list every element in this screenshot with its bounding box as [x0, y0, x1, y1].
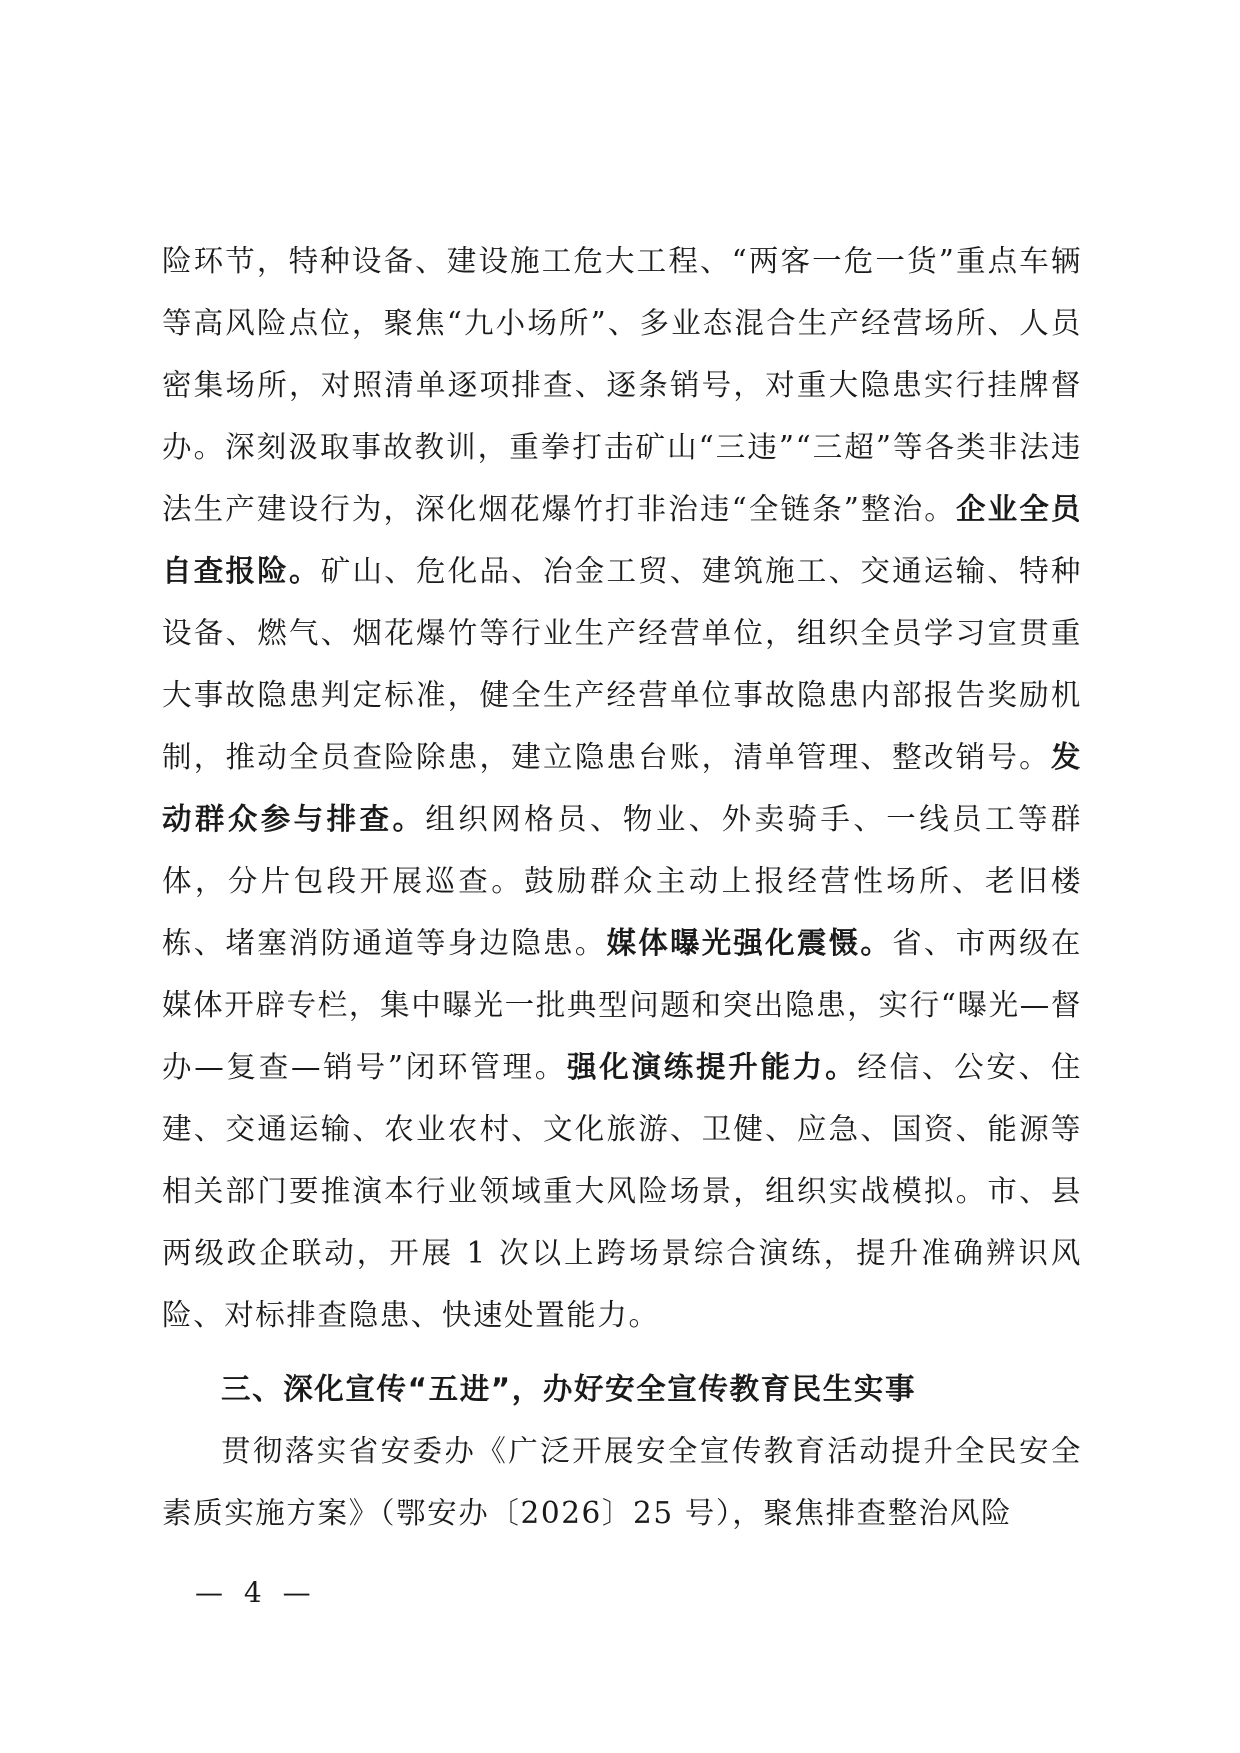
paragraph-text: 险环节，特种设备、建设施工危大工程、“两客一危一货”重点车辆等高风险点位，聚焦“九小场所”、多业态混合生产经营场所、人员密集场所，对照清单逐项排查、逐条销号，对重大隐患实行挂牌督办。深刻汲取事故教训，重拳打击矿山“三违”“三超”等各类非法违法生产建设行为，深化烟花爆竹打非治违“全链条”整治。	[162, 244, 1082, 526]
paragraph-text: 组织网格员、物业、外卖骑手、一线员工等群体，分片包段开展巡查。鼓励群众主动上报经营性场所、老旧楼栋、堵塞消防通道等身边隐患。	[162, 802, 1082, 960]
paragraph-text: 矿山、危化品、冶金工贸、建筑施工、交通运输、特种设备、燃气、烟花爆竹等行业生产经营单位，组织全员学习宣贯重大事故隐患判定标准，健全生产经营单位事故隐患内部报告奖励机制，推动全员查险除患，建立隐患台账，清单管理、整改销号。	[162, 554, 1082, 774]
paragraph-text: 省、市两级在媒体开辟专栏，集中曝光一批典型问题和突出隐患，实行“曝光—督办—复查—销号”闭环管理。	[162, 926, 1083, 1084]
bold-lead-self-inspection: 企业全员自查报险。	[162, 492, 1083, 588]
bold-lead-public-participation: 发动群众参与排查。	[162, 740, 1082, 836]
bold-lead-drills: 强化演练提升能力。	[566, 1050, 858, 1084]
body-paragraph-2: 贯彻落实省安委办《广泛开展安全宣传教育活动提升全民安全素质实施方案》（鄂安办〔2026〕25 号），聚焦排查整治风险	[162, 1434, 1082, 1530]
page-number: — 4 —	[195, 1576, 317, 1609]
section-heading: 三、深化宣传“五进”，办好安全宣传教育民生实事	[221, 1372, 917, 1406]
body-paragraph	[162, 230, 1082, 1346]
paragraph-text: 经信、公安、住建、交通运输、农业农村、文化旅游、卫健、应急、国资、能源等相关部门要推演本行业领域重大风险场景，组织实战模拟。市、县两级政企联动，开展 1 次以上跨场景综合演练，提升准确辨识风险、对标排查隐患、快速处置能力。	[162, 1050, 1083, 1332]
document-page	[162, 230, 1082, 1544]
bold-lead-media-exposure: 媒体曝光强化震慑。	[606, 926, 893, 960]
